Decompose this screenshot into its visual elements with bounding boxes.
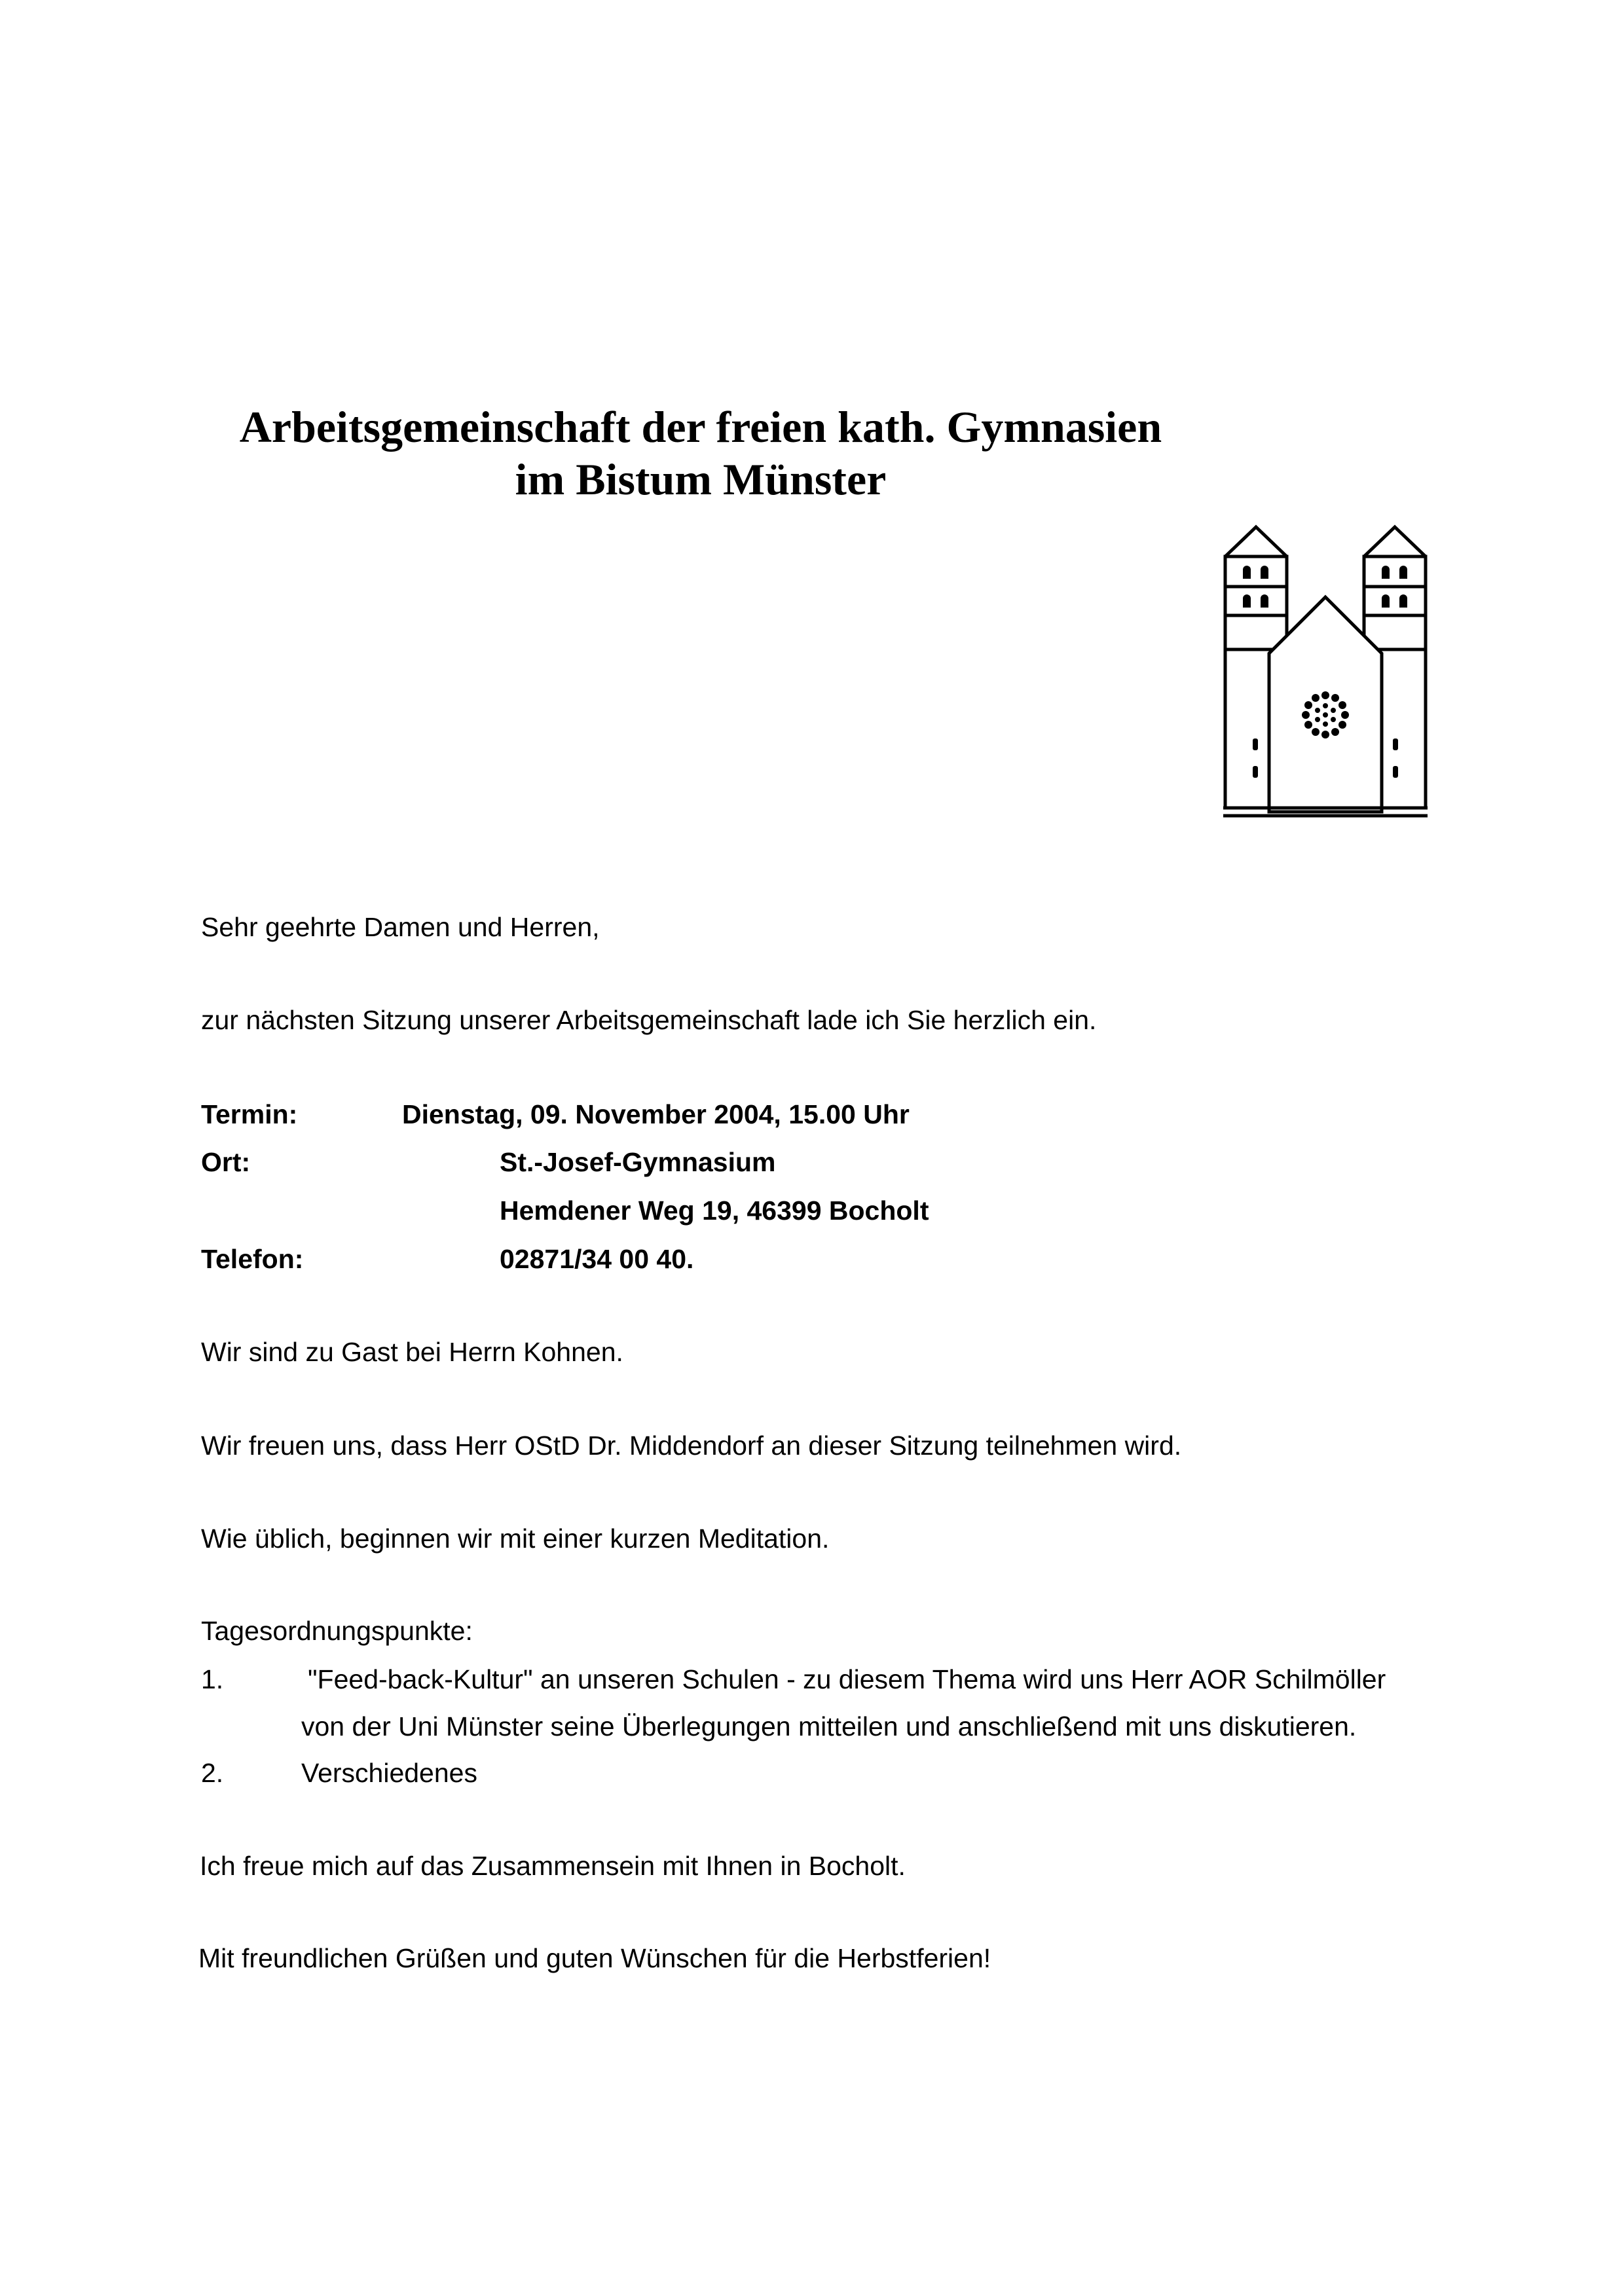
invitation-text: zur nächsten Sitzung unserer Arbeitsgemeinschaft lade ich Sie herzlich ein.	[201, 1005, 1097, 1035]
termin-label: Termin:	[201, 1099, 298, 1129]
salutation: Sehr geehrte Damen und Herren,	[201, 912, 600, 942]
closing-greeting: Mit freundlichen Grüßen und guten Wünschen für die Herbstferien!	[198, 1943, 991, 1973]
agenda-item-number: 1.	[201, 1664, 224, 1694]
agenda-item-text: "Feed-back-Kultur" an unseren Schulen - zu diesem Thema wird uns Herr AOR Schilmöller	[308, 1664, 1386, 1694]
closing-text: Ich freue mich auf das Zusammensein mit Ihnen in Bocholt.	[200, 1851, 906, 1881]
agenda-item-number: 2.	[201, 1758, 224, 1788]
meditation-text: Wie üblich, beginnen wir mit einer kurzen Meditation.	[201, 1523, 830, 1554]
letterhead-title	[216, 401, 1185, 505]
guest-text: Wir sind zu Gast bei Herrn Kohnen.	[201, 1337, 623, 1367]
ort-value-line-1: St.-Josef-Gymnasium	[500, 1147, 776, 1177]
ort-value-line-2: Hemdener Weg 19, 46399 Bocholt	[500, 1195, 929, 1226]
letterhead-line-2: im Bistum Münster	[515, 454, 887, 504]
agenda-item-text-continued: von der Uni Münster seine Überlegungen mitteilen und anschließend mit uns diskutieren.	[301, 1711, 1357, 1741]
letterhead-line-1: Arbeitsgemeinschaft der freien kath. Gymnasien	[239, 402, 1162, 452]
agenda-item-text: Verschiedenes	[301, 1758, 477, 1788]
participant-text: Wir freuen uns, dass Herr OStD Dr. Middendorf an dieser Sitzung teilnehmen wird.	[201, 1430, 1182, 1461]
telefon-value: 02871/34 00 40.	[500, 1244, 694, 1274]
termin-value: Dienstag, 09. November 2004, 15.00 Uhr	[402, 1099, 910, 1129]
ort-label: Ort:	[201, 1147, 251, 1177]
telefon-label: Telefon:	[201, 1244, 304, 1274]
agenda-title: Tagesordnungspunkte:	[201, 1616, 473, 1646]
cathedral-icon	[1223, 524, 1428, 818]
